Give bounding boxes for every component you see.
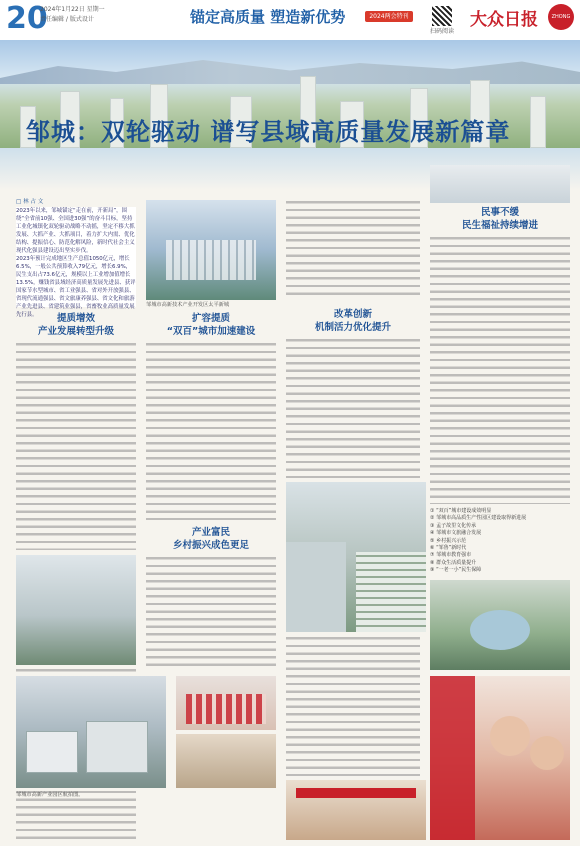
ceremony-photo (286, 780, 426, 840)
body-text-4 (286, 200, 420, 296)
list-item: ① “双百”城市建设成效明显 (430, 508, 492, 514)
list-item: ③ 孟子故里文化传承 (430, 522, 477, 529)
intro-paragraph: 2023年以来，邹城锚定“走在前，开新局”，围绕“全省前10强、全国进30强”的奋斗目标，坚持工业化城镇化双轮驱动战略不动摇，坚定不移大抓发展、大抓产业、大抓项目，着力扩大内需、优化结构、提振信心、防范化解风险，新时代社会主义现代化强县建设迈出坚实步伐。 2023年预计完成地区生产总值1050亿元，增长6.5%，一般公共预算收入79亿元，增长6.9%，民生支出占73.6亿元，规模以上工业增加值增长13.5%，赚钱省县域经济高质量发展先进县、获评国家节水型城市、省工业强县、省对外开放强县、省现代流通强县、省文旅康养强县、省文化和旅游产业先进县、省建筑业强县，省畜牧业高质量发展先行县。 (16, 208, 136, 318)
page-header (0, 0, 580, 41)
seal-logo: ZHONG (548, 4, 574, 30)
list-item: ⑧ 群众生活质量提升 (430, 559, 477, 566)
section-title-1: 提质增效 产业发展转型升级 (37, 313, 114, 337)
body-text-6 (286, 636, 420, 776)
farm-park-photo (286, 482, 426, 632)
aerial-district-photo (146, 200, 276, 300)
special-badge: 2024两会特刊 (365, 11, 413, 22)
photo-caption: 邹城市高新技术产业开发区太平新城 (146, 302, 230, 308)
section-title-4: 改革创新 机制活力优化提升 (314, 309, 391, 333)
market-photo (176, 734, 276, 788)
body-text-3 (146, 556, 276, 668)
industrial-park-photo (16, 555, 136, 665)
body-text-1 (16, 342, 136, 550)
list-item: ④ 邹城市文旅融合发展 (430, 530, 482, 537)
section-banner: 锚定高质量 塑造新优势 (190, 8, 346, 26)
article-headline: 邹城：双轮驱动 谱写县域高质量发展新篇章 (26, 118, 511, 146)
date-text: 2024年1月22日 (40, 6, 85, 13)
editor-line: 责任编辑 / 版式设计 (40, 16, 94, 23)
qr-code-icon (432, 6, 452, 26)
list-item: ⑨ “一老一小”民生保障 (430, 567, 482, 574)
bottom-caption: 邹城市高新产业园区航拍图。 (16, 792, 84, 798)
dance-event-photo (176, 676, 276, 730)
qr-label: 扫码阅读 (430, 28, 455, 35)
body-text-5 (286, 338, 420, 478)
weekday-text: 星期一 (86, 6, 105, 13)
issue-date (40, 6, 105, 14)
green-landscape-photo (430, 580, 570, 670)
children-flag-photo (430, 676, 570, 840)
body-text-7 (430, 236, 570, 504)
section-title-5: 民事不缓 民生福祉持续增进 (461, 207, 538, 231)
top-right-photo (430, 165, 570, 203)
section-title-2: 扩容提质 “双百”城市加速建设 (166, 313, 256, 337)
industrial-buildings-photo (16, 676, 166, 788)
byline: □ 林 占 文 (16, 199, 44, 205)
section-title-3: 产业富民 乡村振兴成色更足 (172, 527, 249, 551)
list-item: ⑤ 乡村振兴示范 (430, 537, 467, 544)
list-item: ⑥ “邹鲁”新时代 (430, 545, 467, 552)
body-text-2 (146, 342, 276, 520)
mountain-silhouette (0, 54, 580, 84)
masthead-logo: 大众日报 (470, 10, 538, 30)
page-number: 20 (6, 1, 48, 36)
list-item: ② 邹城市高品质生产性园区建设取得新进展 (430, 515, 527, 522)
list-item: ⑦ 邹城市教育强市 (430, 552, 472, 559)
photo-index-list (430, 508, 570, 575)
